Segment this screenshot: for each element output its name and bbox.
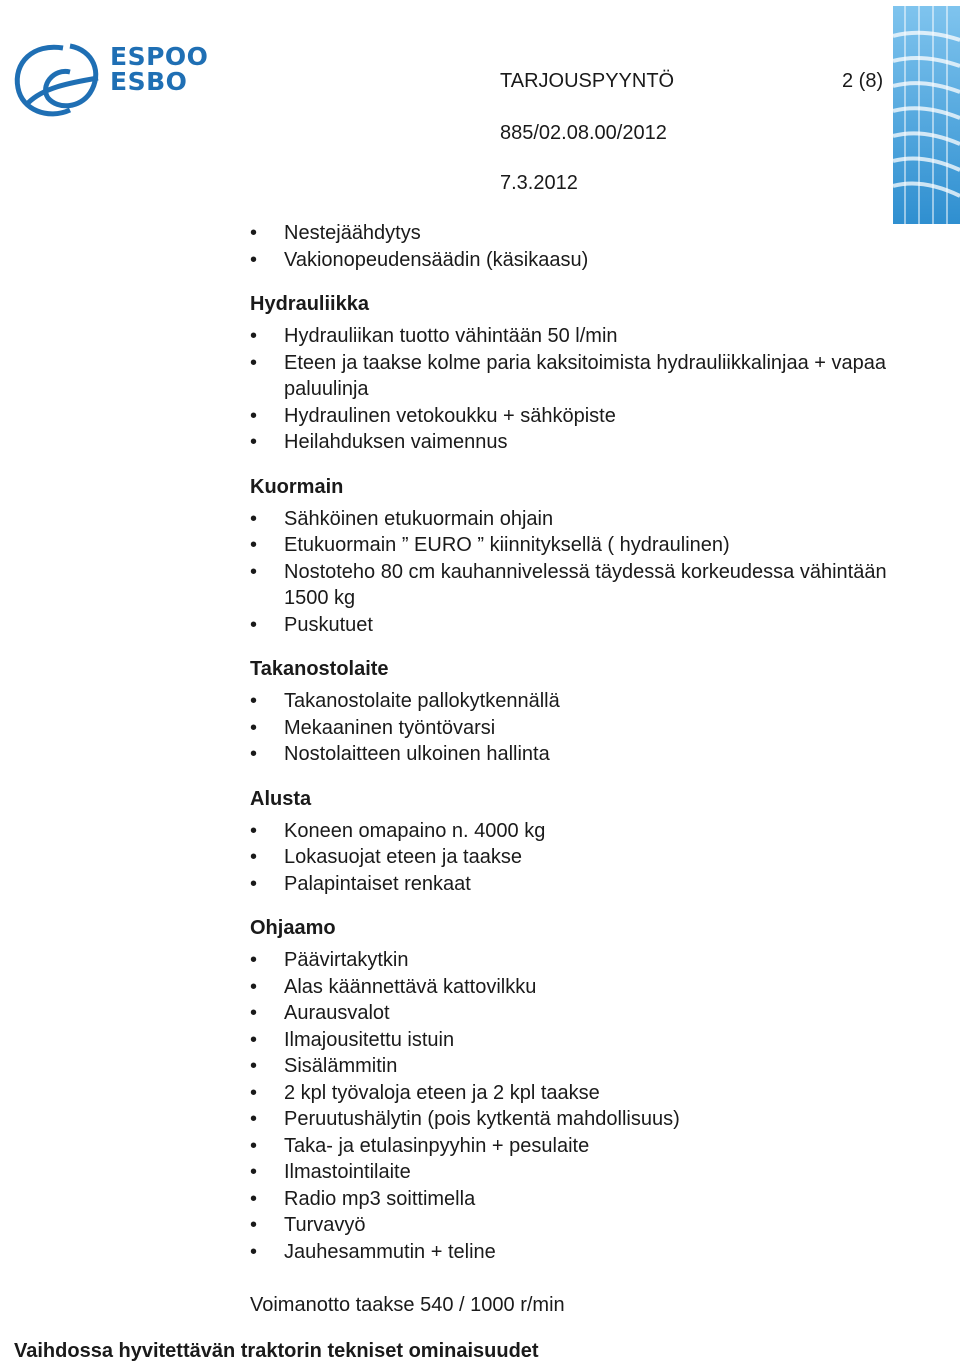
document-date: 7.3.2012 xyxy=(500,172,578,194)
list-item: • Lokasuojat eteen ja taakse xyxy=(250,844,910,871)
list-item: • Mekaaninen työntövarsi xyxy=(250,715,910,742)
list-item: • Peruutushälytin (pois kytkentä mahdollisuus) xyxy=(250,1106,910,1133)
section-kuormain xyxy=(250,474,910,639)
list-item: • Hydraulinen vetokoukku + sähköpiste xyxy=(250,403,910,430)
list-item: • 2 kpl työvaloja eteen ja 2 kpl taakse xyxy=(250,1080,910,1107)
brand-line-1: ESPOO xyxy=(110,42,209,71)
list-item: • Nostoteho 80 cm kauhannivelessä täydessä korkeudessa vähintään 1500 kg xyxy=(250,559,910,612)
list-item: • Sähköinen etukuormain ohjain xyxy=(250,506,910,533)
list-item: • Päävirtakytkin xyxy=(250,947,910,974)
list-item: • Ilmajousitettu istuin xyxy=(250,1027,910,1054)
list-item: • Jauhesammutin + teline xyxy=(250,1239,910,1266)
section-takanostolaite xyxy=(250,656,910,768)
spec-content xyxy=(250,220,910,1265)
section-alusta xyxy=(250,786,910,898)
section-list xyxy=(250,818,910,898)
list-item: • Radio mp3 soittimella xyxy=(250,1186,910,1213)
intro-list xyxy=(250,220,910,273)
espoo-emblem-icon xyxy=(8,38,118,128)
brand-name xyxy=(110,44,208,94)
list-item: • Takanostolaite pallokytkennällä xyxy=(250,688,910,715)
section-title: Hydrauliikka xyxy=(250,293,369,315)
section-ohjaamo xyxy=(250,915,910,1265)
section-list xyxy=(250,506,910,639)
list-item: • Sisälämmitin xyxy=(250,1053,910,1080)
section-list xyxy=(250,323,910,456)
list-item: • Nestejäähdytys xyxy=(250,220,910,247)
list-item: • Taka- ja etulasinpyyhin + pesulaite xyxy=(250,1133,910,1160)
pto-line: Voimanotto taakse 540 / 1000 r/min xyxy=(250,1294,565,1316)
list-item: • Vakionopeudensäädin (käsikaasu) xyxy=(250,247,910,274)
section-title: Kuormain xyxy=(250,475,344,498)
list-item: • Eteen ja taakse kolme paria kaksitoimista hydrauliikkalinjaa + vapaa paluulinja xyxy=(250,350,910,403)
list-item: • Ilmastointilaite xyxy=(250,1159,910,1186)
page-number: 2 (8) xyxy=(842,70,884,92)
brand-line-2: ESBO xyxy=(110,67,188,96)
list-item: • Heilahduksen vaimennus xyxy=(250,429,910,456)
spec-sections xyxy=(250,291,910,1265)
footer-title: Vaihdossa hyvitettävän traktorin tekniset ominaisuudet xyxy=(14,1340,539,1362)
list-item: • Aurausvalot xyxy=(250,1000,910,1027)
document-type: TARJOUSPYYNTÖ xyxy=(500,70,675,92)
list-item: • Turvavyö xyxy=(250,1212,910,1239)
list-item: • Alas käännettävä kattovilkku xyxy=(250,974,910,1001)
list-item: • Koneen omapaino n. 4000 kg xyxy=(250,818,910,845)
list-item: • Etukuormain ” EURO ” kiinnityksellä ( hydraulinen) xyxy=(250,532,910,559)
list-item: • Nostolaitteen ulkoinen hallinta xyxy=(250,741,910,768)
list-item: • Palapintaiset renkaat xyxy=(250,871,910,898)
reference-number: 885/02.08.00/2012 xyxy=(500,122,667,144)
decorative-wave-graphic xyxy=(893,6,960,224)
section-title: Alusta xyxy=(250,787,312,810)
section-title: Ohjaamo xyxy=(250,917,336,939)
list-item: • Puskutuet xyxy=(250,612,910,639)
section-title: Takanostolaite xyxy=(250,658,389,680)
section-list xyxy=(250,688,910,768)
section-hydrauliikka xyxy=(250,291,910,456)
list-item: • Hydrauliikan tuotto vähintään 50 l/min xyxy=(250,323,910,350)
section-list xyxy=(250,947,910,1265)
